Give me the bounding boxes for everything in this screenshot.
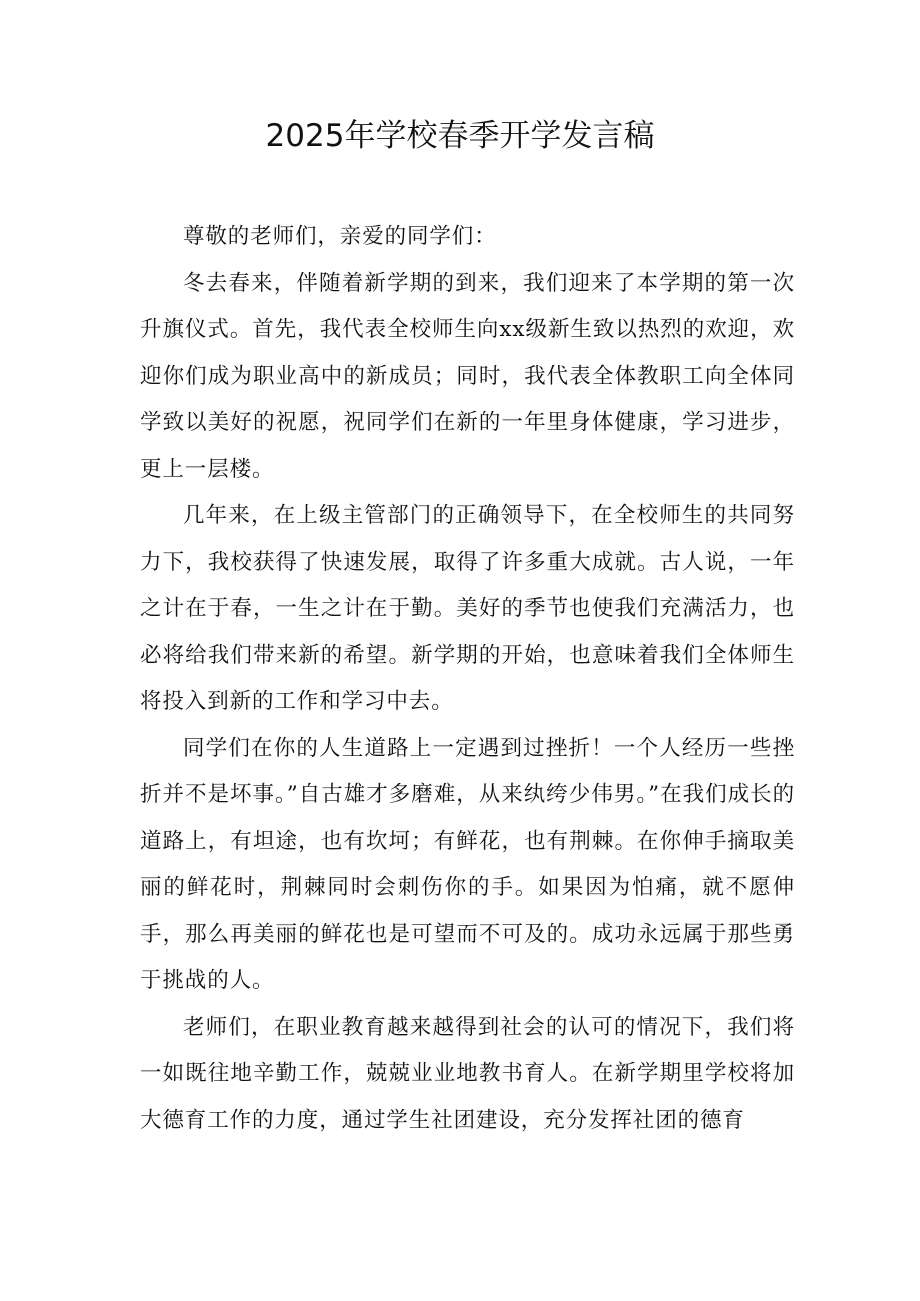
paragraph-2: 几年来，在上级主管部门的正确领导下，在全校师生的共同努力下，我校获得了快速发展，取得了许多重大成就。古人说，一年之计在于春，一生之计在于勤。美好的季节也使我们充满活力，也必将给我们带来新的希望。新学期的开始，也意味着我们全体师生将投入到新的工作和学习中去。 — [140, 503, 795, 714]
paragraph-4: 老师们，在职业教育越来越得到社会的认可的情况下，我们将一如既往地辛勤工作，兢兢业业地教书育人。在新学期里学校将加大德育工作的力度，通过学生社团建设，充分发挥社团的德育 — [140, 1014, 795, 1133]
salutation: 尊敬的老师们，亲爱的同学们： — [183, 224, 497, 249]
paragraph-1: 冬去春来，伴随着新学期的到来，我们迎来了本学期的第一次升旗仪式。首先，我代表全校师生向xx级新生致以热烈的欢迎，欢迎你们成为职业高中的新成员；同时，我代表全体教职工向全体同学致以美好的祝愿，祝同学们在新的一年里身体健康，学习进步，更上一层楼。 — [140, 270, 795, 482]
document-title: 2025年学校春季开学发言稿 — [265, 118, 655, 154]
paragraph-3: 同学们在你的人生道路上一定遇到过挫折！一个人经历一些挫折并不是坏事。”自古雄才多磨难，从来纨绔少伟男。”在我们成长的道路上，有坦途，也有坎坷；有鲜花，也有荆棘。在你伸手摘取美丽的鲜花时，荆棘同时会刺伤你的手。如果因为怕痛，就不愿伸手，那么再美丽的鲜花也是可望而不可及的。成功永远属于那些勇于挑战的人。 — [140, 735, 795, 993]
document-body — [140, 214, 795, 1144]
